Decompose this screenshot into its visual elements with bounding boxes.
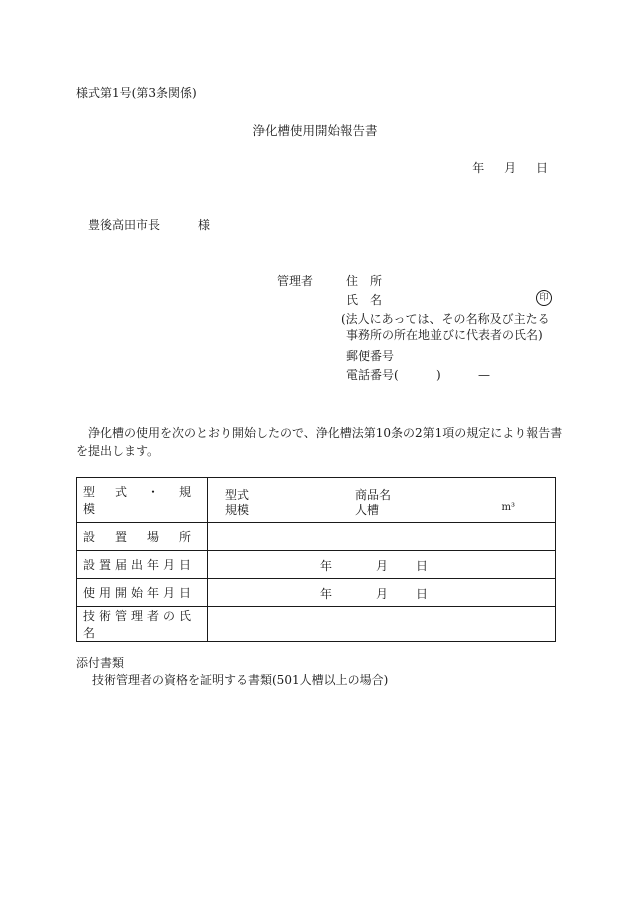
phone-dash: —	[478, 368, 490, 382]
start-date-cell[interactable]	[208, 579, 556, 607]
table-row-manager-name	[77, 607, 556, 642]
address-label: 住 所	[346, 274, 383, 288]
cubic-meter-unit: m³	[501, 502, 515, 513]
addressee	[88, 218, 210, 232]
install-year-unit: 年	[320, 559, 333, 573]
postal-code-label: 郵便番号	[346, 349, 395, 363]
technical-manager-label: 技術管理者の氏名	[77, 607, 208, 642]
technical-manager-cell[interactable]	[208, 607, 556, 642]
type-scale-cell[interactable]	[208, 478, 556, 523]
date-month-label: 月	[504, 161, 517, 175]
info-table	[76, 477, 556, 642]
table-row-type	[77, 478, 556, 523]
date-day-label: 日	[535, 161, 548, 175]
capacity-label: 人槽	[355, 503, 380, 517]
manager-label: 管理者	[277, 274, 314, 288]
install-day-unit: 日	[416, 559, 429, 573]
corporation-note-line1: (法人にあっては、その名称及び主たる	[341, 312, 550, 326]
addressee-honorific: 様	[198, 218, 211, 232]
install-date-label: 設置届出年月日	[77, 551, 208, 579]
start-year-unit: 年	[320, 587, 333, 601]
seal-mark: 印	[536, 290, 552, 306]
scale-label: 規模	[225, 503, 250, 517]
location-cell[interactable]	[208, 523, 556, 551]
phone-label: 電話番号(	[346, 368, 399, 382]
addressee-name: 豊後高田市長	[88, 218, 161, 232]
name-label: 氏 名	[346, 293, 383, 307]
start-month-unit: 月	[376, 587, 389, 601]
start-date-label: 使用開始年月日	[77, 579, 208, 607]
body-paragraph	[76, 424, 566, 460]
install-date-cell[interactable]	[208, 551, 556, 579]
document-title: 浄化槽使用開始報告書	[252, 123, 378, 138]
form-number: 様式第1号(第3条関係)	[76, 86, 197, 100]
start-day-unit: 日	[416, 587, 429, 601]
attachments-label: 添付書類	[76, 656, 125, 670]
product-name-label: 商品名	[355, 488, 392, 502]
date-line	[456, 161, 548, 175]
body-text: 浄化槽の使用を次のとおり開始したので、浄化槽法第10条の2第1項の規定により報告書を提出します。	[76, 426, 563, 458]
table-row-start-date	[77, 579, 556, 607]
date-year-label: 年	[472, 161, 485, 175]
corporation-note-line2: 事務所の所在地並びに代表者の氏名)	[346, 328, 543, 342]
type-scale-label: 型 式 ・ 規 模	[77, 478, 208, 523]
model-label: 型式	[225, 488, 250, 502]
install-month-unit: 月	[376, 559, 389, 573]
attachment-item: 技術管理者の資格を証明する書類(501人槽以上の場合)	[92, 673, 389, 687]
location-label: 設 置 場 所	[77, 523, 208, 551]
table-row-install-date	[77, 551, 556, 579]
table-row-location	[77, 523, 556, 551]
phone-close-paren: )	[436, 368, 441, 382]
